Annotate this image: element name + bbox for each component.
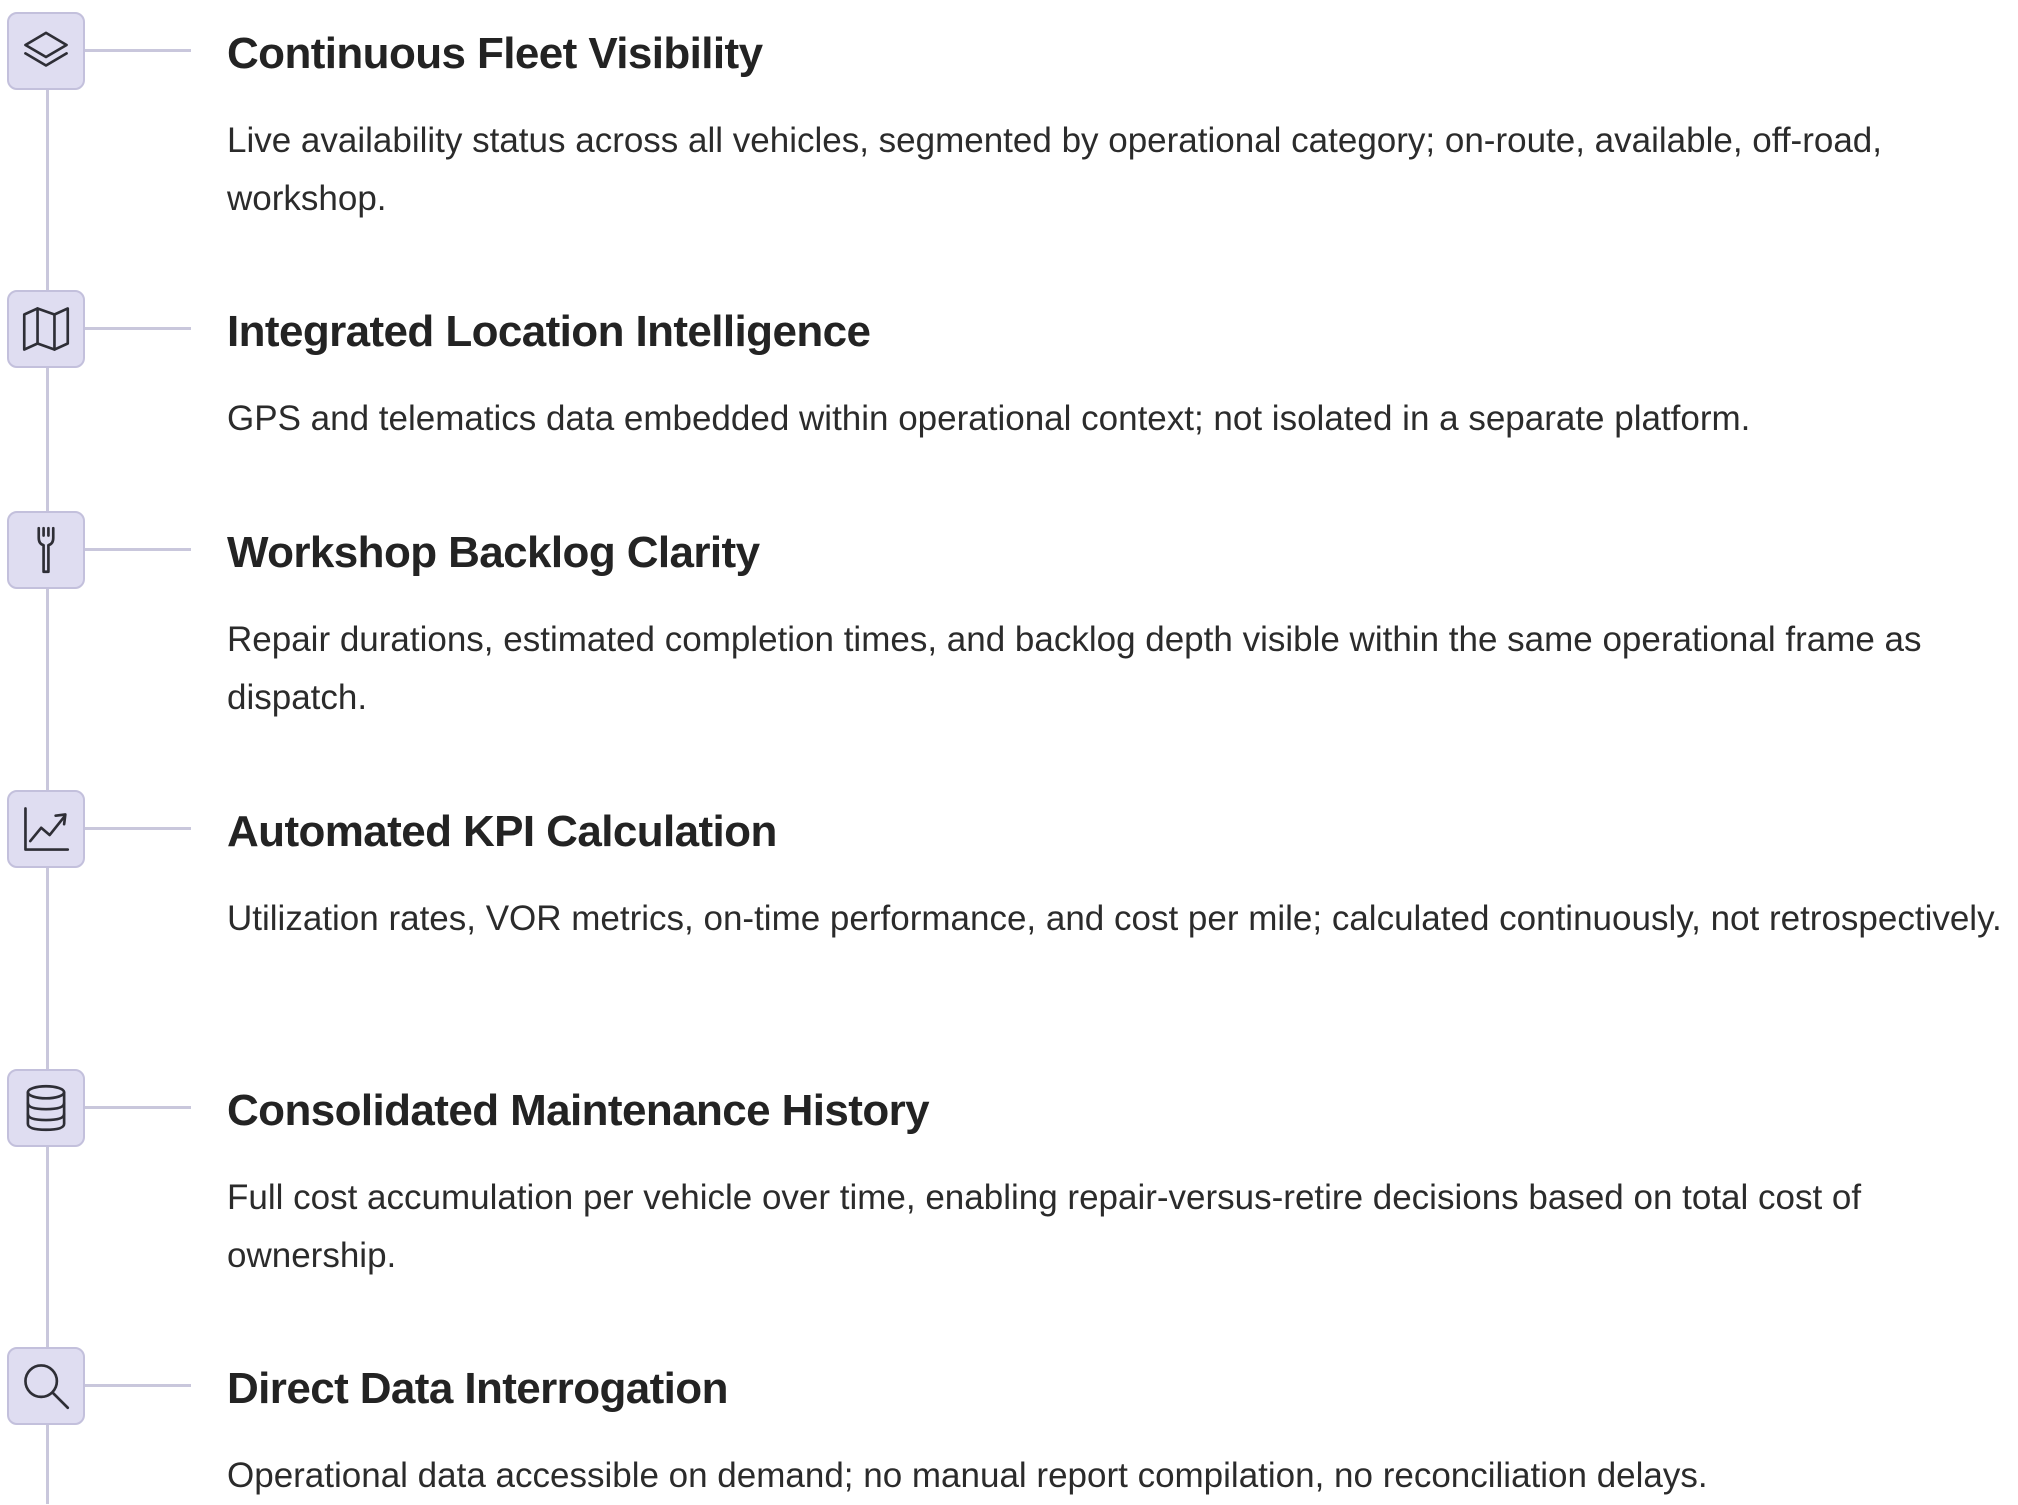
feature-description: GPS and telematics data embedded within operational context; not isolated in a separate platform.: [227, 399, 1751, 438]
layers-icon: [7, 12, 85, 90]
timeline-connector: [85, 1384, 191, 1387]
feature-title: Direct Data Interrogation: [227, 1364, 728, 1413]
feature-description: Repair durations, estimated completion times, and backlog depth visible within the same operational frame as dispatch.: [227, 620, 1922, 717]
feature-title: Continuous Fleet Visibility: [227, 29, 763, 78]
feature-description: Utilization rates, VOR metrics, on-time performance, and cost per mile; calculated continuously, not retrospectively.: [227, 899, 2002, 938]
database-icon: [7, 1069, 85, 1147]
map-icon: [7, 290, 85, 368]
feature-description: Live availability status across all vehicles, segmented by operational category; on-route, available, off-road, workshop.: [227, 121, 1882, 218]
timeline-connector: [85, 1106, 191, 1109]
feature-title: Integrated Location Intelligence: [227, 307, 871, 356]
feature-description: Operational data accessible on demand; no manual report compilation, no reconciliation delays.: [227, 1456, 1708, 1495]
wrench-icon: [7, 511, 85, 589]
timeline-connector: [85, 548, 191, 551]
timeline-connector: [85, 327, 191, 330]
feature-description: Full cost accumulation per vehicle over time, enabling repair-versus-retire decisions based on total cost of ownership.: [227, 1178, 1862, 1275]
trend-chart-icon: [7, 790, 85, 868]
timeline-connector: [85, 49, 191, 52]
timeline-spine: [46, 60, 49, 1504]
search-icon: [7, 1347, 85, 1425]
feature-title: Workshop Backlog Clarity: [227, 528, 760, 577]
feature-title: Consolidated Maintenance History: [227, 1086, 930, 1135]
timeline-connector: [85, 827, 191, 830]
feature-title: Automated KPI Calculation: [227, 807, 777, 856]
